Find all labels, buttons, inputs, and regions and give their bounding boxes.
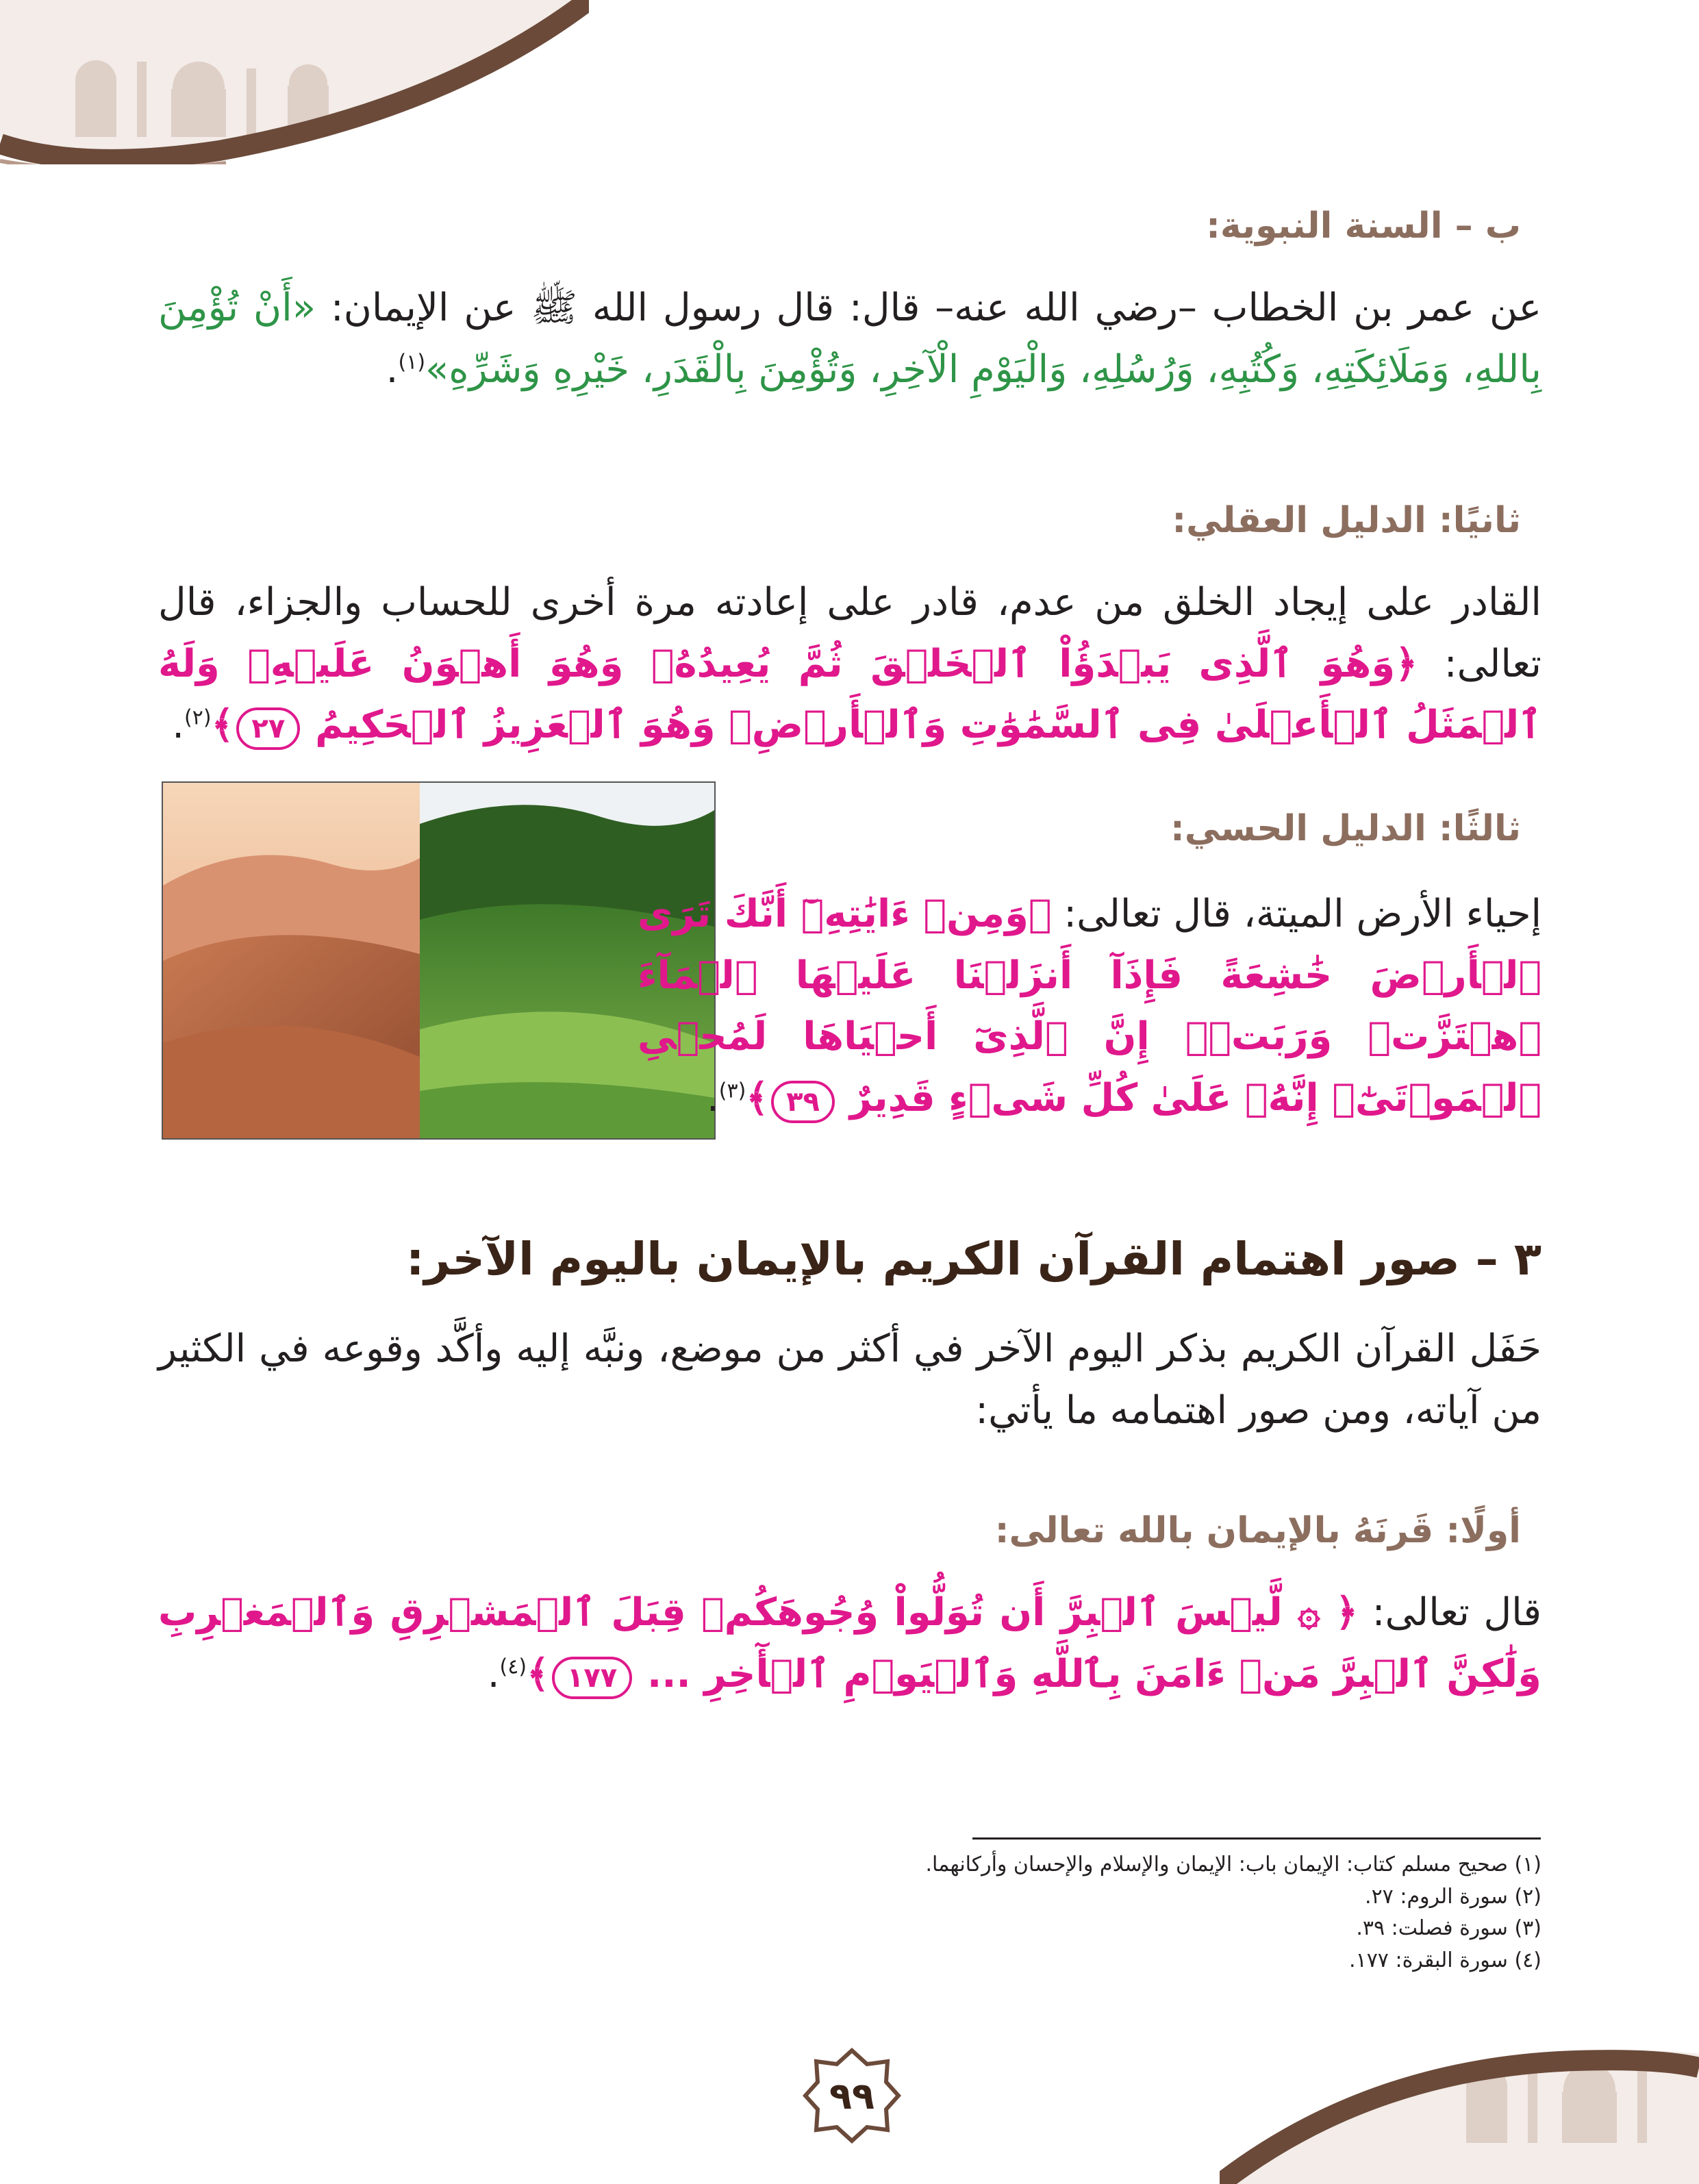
ayah-number-177: ١٧٧ xyxy=(552,1657,632,1699)
footnote-ref-4: (٤) xyxy=(499,1654,527,1679)
hissi-text: إحياء الأرض الميتة، قال تعالى: xyxy=(1051,892,1541,936)
footnote-item: (٣) سورة فصلت: ٣٩. xyxy=(1356,1916,1541,1940)
desert-and-green-hills-image xyxy=(162,781,716,1140)
aqli-text: القادر على إيجاد الخلق من عدم، قادر على إعادته مرة أخرى للحساب والجزاء، قال تعالى: xyxy=(158,580,1541,686)
page-number: ٩٩ xyxy=(829,2074,874,2118)
ayah-number-39: ٣٩ xyxy=(771,1081,835,1123)
first-form-heading: أولًا: قَرنَهُ بالإيمان بالله تعالى: xyxy=(994,1510,1521,1551)
first-form-paragraph: قال تعالى: ﴿ ۞ لَّيۡسَ ٱلۡبِرَّ أَن تُوَلُّواْ وُجُوهَكُمۡ قِبَلَ ٱلۡمَشۡرِقِ وَٱلۡمَغۡرِبِ وَلَٰكِنَّ ٱلۡبِرَّ مَنۡ ءَامَنَ بِٱللَّهِ وَٱلۡيَوۡمِ ٱلۡأٓخِرِ ... ١٧٧﴾$^{(٤)}$. xyxy=(158,1582,1541,1705)
footnote-ref-1: (١) xyxy=(398,349,426,374)
hissi-heading: ثالثًا: الدليل الحسي: xyxy=(1170,808,1521,849)
sunna-paragraph: عن عمر بن الخطاب –رضي الله عنه– قال: قال رسول الله ﷺ عن الإيمان: «أَنْ تُؤْمِنَ بِاللهِ، وَمَلَائِكَتِهِ، وَكُتُبِهِ، وَرُسُلِهِ، وَالْيَوْمِ الْآخِرِ، وَتُؤْمِنَ بِالْقَدَرِ، خَيْرِهِ وَشَرِّهِ»$^{(١)}$. xyxy=(158,286,1542,392)
footnote-ref-3: (٣) xyxy=(718,1079,746,1103)
top-decorative-arc xyxy=(0,0,589,164)
footnote-ref-2: (٢) xyxy=(184,705,212,730)
verse-fussilat: ﴿وَمِنۡ ءَايَٰتِهِۦٓ أَنَّكَ تَرَى ٱلۡأَرۡضَ خَٰشِعَةً فَإِذَآ أَنزَلۡنَا عَلَيۡهَا ٱلۡمَآءَ ٱهۡتَزَّتۡ وَرَبَتۡۚ إِنَّ ٱلَّذِىٓ أَحۡيَاهَا لَمُحۡىِ ٱلۡمَوۡتَىٰٓۚ إِنَّهُۥ عَلَىٰ كُلِّ شَىۡءٍ قَدِيرٌ xyxy=(638,892,1541,1120)
footnote-divider xyxy=(972,1837,1541,1840)
sunna-heading: ب – السنة النبوية: xyxy=(1206,205,1521,247)
aqli-paragraph: القادر على إيجاد الخلق من عدم، قادر على إعادته مرة أخرى للحساب والجزاء، قال تعالى: ﴿وَهُوَ ٱلَّذِى يَبۡدَؤُاْ ٱلۡخَلۡقَ ثُمَّ يُعِيدُهُۥ وَهُوَ أَهۡوَنُ عَلَيۡهِۚ وَلَهُ ٱلۡمَثَلُ ٱلۡأَعۡلَىٰ فِى ٱلسَّمَٰوَٰتِ وَٱلۡأَرۡضِۚ وَهُوَ ٱلۡعَزِيزُ ٱلۡحَكِيمُ ٢٧﴾$^{(٢)}$. xyxy=(158,572,1541,756)
verse-rum: ﴿وَهُوَ ٱلَّذِى يَبۡدَؤُاْ ٱلۡخَلۡقَ ثُمَّ يُعِيدُهُۥ وَهُوَ أَهۡوَنُ عَلَيۡهِۚ وَلَهُ ٱلۡمَثَلُ ٱلۡأَعۡلَىٰ فِى ٱلسَّمَٰوَٰتِ وَٱلۡأَرۡضِۚ وَهُوَ ٱلۡعَزِيزُ ٱلۡحَكِيمُ xyxy=(158,641,1541,748)
bottom-decorative-arc xyxy=(1220,2013,1699,2184)
ayah-number-27: ٢٧ xyxy=(236,707,300,750)
verse-baqara: ﴿ ۞ لَّيۡسَ ٱلۡبِرَّ أَن تُوَلُّواْ وُجُوهَكُمۡ قِبَلَ ٱلۡمَشۡرِقِ وَٱلۡمَغۡرِبِ وَلَٰكِنَّ ٱلۡبِرَّ مَنۡ ءَامَنَ بِٱللَّهِ وَٱلۡيَوۡمِ ٱلۡأٓخِرِ ... xyxy=(158,1590,1541,1696)
hadith-text: «أَنْ تُؤْمِنَ بِاللهِ، وَمَلَائِكَتِهِ، وَكُتُبِهِ، وَرُسُلِهِ، وَالْيَوْمِ الْآخِرِ، وَتُؤْمِنَ بِالْقَدَرِ، خَيْرِهِ وَشَرِّهِ» xyxy=(158,286,1541,392)
section-3-paragraph: حَفَل القرآن الكريم بذكر اليوم الآخر في أكثر من موضع، ونبَّه إليه وأكَّد وقوعه في الكثير من آياته، ومن صور اهتمامه ما يأتي: xyxy=(158,1327,1541,1433)
footnote-item: (١) صحيح مسلم كتاب: الإيمان باب: الإيمان والإسلام والإحسان وأركانهما. xyxy=(925,1853,1541,1877)
section-3-title: ٣ – صور اهتمام القرآن الكريم بالإيمان باليوم الآخر: xyxy=(406,1233,1541,1285)
footnote-item: (٤) سورة البقرة: ١٧٧. xyxy=(1349,1948,1541,1972)
aqli-heading: ثانيًا: الدليل العقلي: xyxy=(1172,500,1521,541)
sunna-intro: عن عمر بن الخطاب –رضي الله عنه– قال: قال رسول الله ﷺ عن الإيمان: xyxy=(316,286,1542,330)
page-number-badge xyxy=(803,2048,901,2144)
footnotes-list xyxy=(720,1849,1541,1976)
first-text: قال تعالى: xyxy=(1357,1590,1542,1635)
footnote-item: (٢) سورة الروم: ٢٧. xyxy=(1365,1884,1541,1909)
hissi-paragraph: إحياء الأرض الميتة، قال تعالى: ﴿وَمِنۡ ءَايَٰتِهِۦٓ أَنَّكَ تَرَى ٱلۡأَرۡضَ خَٰشِعَةً فَإِذَآ أَنزَلۡنَا عَلَيۡهَا ٱلۡمَآءَ ٱهۡتَزَّتۡ وَرَبَتۡۚ إِنَّ ٱلَّذِىٓ أَحۡيَاهَا لَمُحۡىِ ٱلۡمَوۡتَىٰٓۚ إِنَّهُۥ عَلَىٰ كُلِّ شَىۡءٍ قَدِيرٌ ٣٩﴾$^{(٣)}$. xyxy=(638,883,1541,1129)
